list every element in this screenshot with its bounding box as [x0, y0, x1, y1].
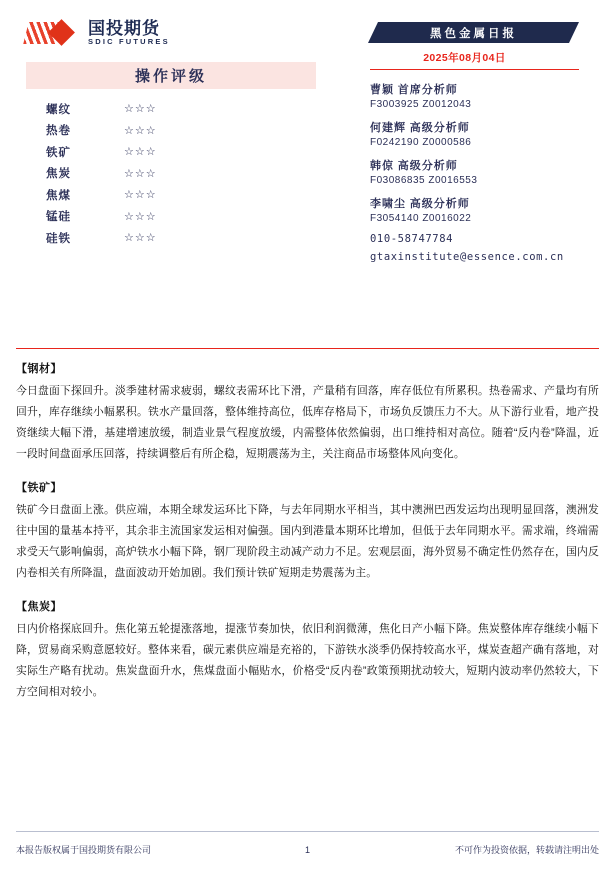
contact-email[interactable]: gtaxinstitute@essence.com.cn — [370, 251, 564, 263]
rating-item-name: 铁矿 — [46, 146, 71, 159]
footer-disclaimer: 不可作为投资依据，转载请注明出处 — [454, 845, 599, 855]
report-body — [16, 360, 599, 717]
report-title-banner — [368, 22, 579, 43]
rating-stars-icon: ☆☆☆ — [124, 209, 157, 223]
rating-stars-icon: ☆☆☆ — [124, 166, 157, 180]
section-title: 【钢材】 — [16, 363, 62, 375]
section-text: 日内价格探底回升。焦化第五轮提涨落地，提涨节奏加快，依旧利润微薄，焦化日产小幅下降。焦炭整体库存继续小幅下降，贸易商采购意愿较好。整体来看，碳元素供应端是充裕的，下游铁水淡季仍保持较高水平，煤炭查超产确有落地，对实际生产略有扰动。焦炭盘面升水，焦煤盘面小幅贴水，价格受“反内卷”政策预期扰动较大，短期内波动率仍然较大，下方空间相对较小。 — [16, 623, 599, 698]
rating-row — [46, 163, 348, 185]
brand-name-en: SDIC FUTURES — [88, 37, 170, 47]
header-body-divider — [16, 348, 599, 349]
section-title: 【铁矿】 — [16, 482, 62, 494]
rating-item-name: 螺纹 — [46, 103, 71, 116]
brand-name-cn: 国投期货 — [88, 19, 160, 39]
rating-stars-icon: ☆☆☆ — [124, 145, 157, 159]
report-date: 2025年08月04日 — [423, 52, 506, 64]
rating-row — [46, 120, 348, 142]
contact-block — [356, 233, 597, 263]
section-coke — [16, 598, 599, 703]
rating-item-name: 热卷 — [46, 125, 71, 138]
rating-row — [46, 141, 348, 163]
rating-panel-title: 操作评级 — [134, 69, 207, 85]
analyst-codes: F03086835 Z0016553 — [370, 175, 478, 186]
footer-divider — [16, 831, 599, 832]
rating-item-name: 焦煤 — [46, 189, 71, 202]
section-iron-ore — [16, 479, 599, 584]
logo-mark-icon — [26, 20, 86, 46]
rating-item-name: 焦炭 — [46, 168, 71, 181]
rating-item-name: 硅铁 — [46, 232, 71, 245]
rating-stars-icon: ☆☆☆ — [124, 231, 157, 245]
analyst-name: 李啸尘 高级分析师 — [370, 198, 470, 210]
analyst-name: 何建辉 高级分析师 — [370, 122, 470, 134]
section-steel — [16, 360, 599, 465]
analyst-name: 曹颖 首席分析师 — [370, 84, 458, 96]
section-text: 今日盘面下探回升。淡季建材需求疲弱，螺纹表需环比下滑，产量稍有回落，库存低位有所累积。热卷需求、产量均有所回升，库存继续小幅累积。铁水产量回落，整体维持高位，低库存格局下，市场负反馈压力不大。从下游行业看，地产投资继续大幅下滑，基建增速放缓，制造业景气程度放缓，内需整体依然偏弱，出口维持相对高位。随着“反内卷”降温，近一段时间盘面承压回落，持续调整后有所企稳，短期震荡为主，关注商品市场整体风向变化。 — [16, 385, 599, 460]
contact-phone: 010-58747784 — [370, 233, 454, 245]
rating-row — [46, 206, 348, 228]
section-text: 铁矿今日盘面上涨。供应端，本期全球发运环比下降，与去年同期水平相当，其中澳洲巴西发运均出现明显回落，澳洲发往中国的量基本持平，其余非主流国家发运相对偏强。国内到港量本期环比增加，但低于去年同期水平。需求端，终端需求受天气影响偏弱，高炉铁水小幅下降，钢厂现阶段主动减产动力不足。宏观层面，海外贸易不确定性仍然存在，国内反内卷相关有所降温，盘面波动开始加剧。我们预计铁矿短期走势震荡为主。 — [16, 504, 599, 579]
footer-copyright: 本报告版权属于国投期货有限公司 — [16, 845, 152, 855]
header-right-column — [348, 16, 597, 269]
rating-stars-icon: ☆☆☆ — [124, 102, 157, 116]
rating-row — [46, 98, 348, 120]
brand-text — [88, 20, 170, 46]
analyst-codes: F3003925 Z0012043 — [370, 99, 472, 110]
rating-list — [18, 98, 348, 249]
footer-page-number: 1 — [304, 844, 310, 855]
rating-stars-icon: ☆☆☆ — [124, 188, 157, 202]
date-divider — [370, 69, 579, 70]
rating-banner — [26, 62, 316, 89]
header-left-column — [18, 16, 348, 269]
analyst-codes: F0242190 Z0000586 — [370, 137, 472, 148]
report-title: 黑色金属日报 — [430, 27, 517, 40]
report-footer — [16, 843, 599, 856]
rating-item-name: 锰硅 — [46, 211, 71, 224]
analyst-list — [356, 81, 597, 224]
rating-row — [46, 184, 348, 206]
analyst-codes: F3054140 Z0016022 — [370, 213, 472, 224]
report-header — [0, 0, 615, 269]
section-title: 【焦炭】 — [16, 601, 62, 613]
rating-stars-icon: ☆☆☆ — [124, 123, 157, 137]
brand-logo — [18, 16, 348, 50]
rating-row — [46, 227, 348, 249]
analyst-name: 韩倞 高级分析师 — [370, 160, 458, 172]
